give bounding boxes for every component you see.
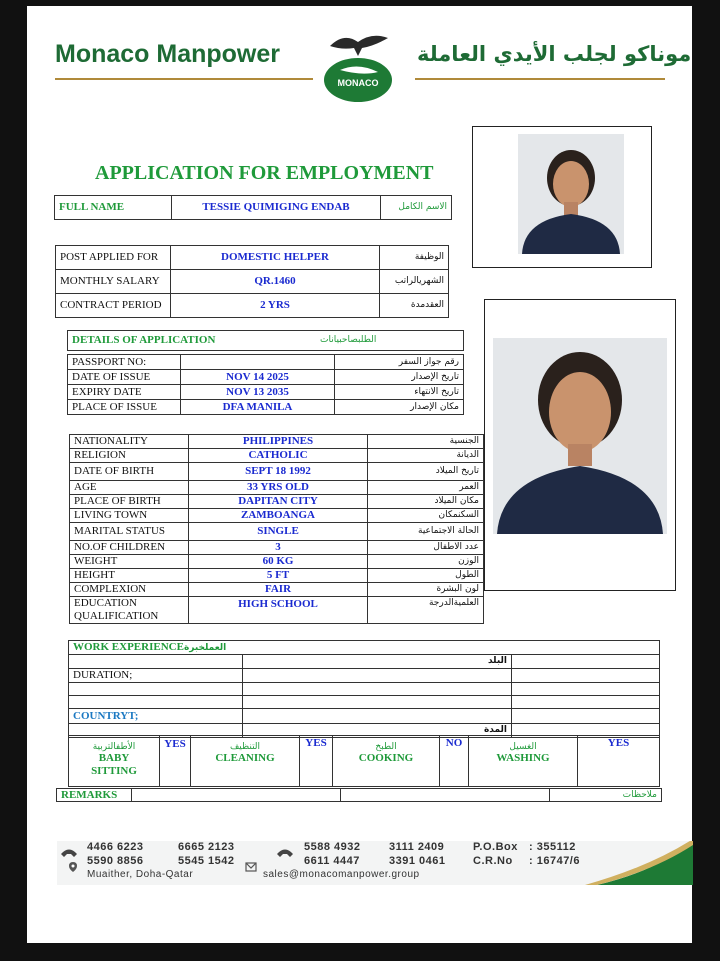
living-town-value: ZAMBOANGA (189, 509, 368, 523)
footer-phone: 6665 2123 (178, 841, 235, 853)
children-label: NO.OF CHILDREN (70, 541, 189, 555)
photo-frame-large (484, 299, 676, 591)
skill-cleaning-answer: YES (300, 736, 333, 787)
application-heading-table (67, 330, 464, 351)
post-label-ar: الوظيفة (380, 246, 449, 270)
work-row (69, 696, 660, 709)
personal-row (70, 597, 484, 624)
work-row (69, 669, 660, 683)
skill-cooking-ar: الطبخ (375, 742, 397, 752)
living-town-label-ar: السكنمكان (368, 509, 484, 523)
application-heading-ar: الطلبصاحبيانات (316, 331, 464, 351)
nationality-value: PHILIPPINES (189, 435, 368, 449)
work-heading (69, 641, 660, 655)
issue-place-label-ar: مكان الإصدار (335, 400, 464, 415)
personal-row (70, 509, 484, 523)
education-label: EDUCATION QUALIFICATION (70, 597, 189, 624)
personal-row (70, 495, 484, 509)
salary-row (56, 270, 449, 294)
work-row (69, 655, 660, 669)
personal-row (70, 569, 484, 583)
personal-row (70, 449, 484, 463)
issue-date-row (68, 370, 464, 385)
skills-table (68, 735, 660, 787)
skill-baby-sitting-ar: الأطفالتربية (92, 742, 136, 752)
complexion-label: COMPLEXION (70, 583, 189, 597)
issue-place-label: PLACE OF ISSUE (68, 400, 181, 415)
work-cell (69, 655, 243, 669)
religion-value: CATHOLIC (189, 449, 368, 463)
skill-cooking-en: COOKING (358, 752, 414, 765)
expiry-date-value: NOV 13 2035 (181, 385, 335, 400)
work-cell (243, 683, 512, 696)
passport-row (68, 355, 464, 370)
issue-date-label: DATE OF ISSUE (68, 370, 181, 385)
photo-frame-small (472, 126, 652, 268)
complexion-label-ar: لون البشرة (368, 583, 484, 597)
footer-phone: 6611 4447 (304, 855, 360, 867)
remarks-label: REMARKS (57, 789, 132, 802)
skill-cleaning-ar: التنظيف (229, 742, 261, 752)
skill-cleaning (191, 736, 300, 787)
work-heading-ar: العملخبرة (183, 643, 227, 653)
applicant-photo-large (493, 338, 667, 534)
issue-place-value: DFA MANILA (181, 400, 335, 415)
marital-status-value: SINGLE (189, 523, 368, 541)
application-sheet (27, 6, 692, 943)
footer-phone: 5590 8856 (87, 855, 144, 867)
height-label: HEIGHT (70, 569, 189, 583)
full-name-label: FULL NAME (55, 196, 172, 220)
work-heading-en: WORK EXPERIENCE (73, 641, 184, 653)
nationality-label: NATIONALITY (70, 435, 189, 449)
personal-table (69, 434, 484, 624)
personal-row (70, 555, 484, 569)
marital-status-label: MARITAL STATUS (70, 523, 189, 541)
age-label: AGE (70, 481, 189, 495)
work-cell (243, 696, 512, 709)
company-name-en: Monaco Manpower (55, 40, 281, 68)
application-heading: DETAILS OF APPLICATION (68, 331, 317, 351)
phone-icon (59, 845, 79, 859)
skill-washing-answer: YES (578, 736, 660, 787)
work-row (69, 709, 660, 724)
post-row (56, 246, 449, 270)
skill-washing-ar: الغسيل (509, 742, 537, 752)
work-experience-table (68, 640, 660, 738)
footer-pobox-label: P.O.Box (473, 841, 518, 853)
dob-value: SEPT 18 1992 (189, 463, 368, 481)
expiry-date-row (68, 385, 464, 400)
height-value: 5 FT (189, 569, 368, 583)
age-value: 33 YRS OLD (189, 481, 368, 495)
issue-date-label-ar: تاريخ الإصدار (335, 370, 464, 385)
weight-label: WEIGHT (70, 555, 189, 569)
work-cell (512, 683, 660, 696)
email-icon (245, 862, 257, 872)
skill-washing (469, 736, 578, 787)
work-row (69, 683, 660, 696)
salary-label: MONTHLY SALARY (56, 270, 171, 294)
work-cell (512, 655, 660, 669)
children-value: 3 (189, 541, 368, 555)
form-title: APPLICATION FOR EMPLOYMENT (95, 162, 434, 184)
post-table (55, 245, 449, 318)
marital-status-label-ar: الحالة الاجتماعية (368, 523, 484, 541)
work-cell (243, 709, 512, 724)
contract-label: CONTRACT PERIOD (56, 294, 171, 318)
work-country-ar: البلد (243, 655, 512, 669)
living-town-label: LIVING TOWN (70, 509, 189, 523)
salary-label-ar: الشهريالراتب (380, 270, 449, 294)
footer-phone: 5588 4932 (304, 841, 361, 853)
footer-crno-value: : 16747/6 (529, 855, 580, 867)
complexion-value: FAIR (189, 583, 368, 597)
work-heading-row (69, 641, 660, 655)
full-name-table (54, 195, 452, 220)
passport-label: PASSPORT NO: (68, 355, 181, 370)
footer-address: Muaither, Doha-Qatar (87, 869, 194, 880)
education-label-ar: العلميةالدرجة (368, 597, 484, 624)
skill-baby-sitting (69, 736, 160, 787)
skill-cleaning-en: CLEANING (215, 752, 275, 765)
full-name-value: TESSIE QUIMIGING ENDAB (172, 196, 381, 220)
birthplace-value: DAPITAN CITY (189, 495, 368, 509)
location-icon (67, 861, 79, 873)
expiry-date-label-ar: تاريخ الانتهاء (335, 385, 464, 400)
post-label: POST APPLIED FOR (56, 246, 171, 270)
height-label-ar: الطول (368, 569, 484, 583)
applicant-photo-small (518, 134, 624, 254)
work-period-ar: المدة (243, 724, 512, 738)
skill-baby-sitting-en2: SITTING (91, 764, 137, 777)
contract-row (56, 294, 449, 318)
post-value: DOMESTIC HELPER (171, 246, 380, 270)
applicant-photo-large-image (493, 338, 667, 534)
dob-label-ar: تاريخ الميلاد (368, 463, 484, 481)
applicant-photo-small-image (518, 134, 624, 254)
footer-crno-label: C.R.No (473, 855, 513, 867)
passport-value (181, 355, 335, 370)
full-name-label-ar: الاسم الكامل (381, 196, 452, 220)
footer-phone: 3391 0461 (389, 855, 446, 867)
children-label-ar: عدد الاطفال (368, 541, 484, 555)
footer-phone: 3111 2409 (389, 841, 445, 853)
personal-row (70, 435, 484, 449)
salary-value: QR.1460 (171, 270, 380, 294)
footer-phone: 4466 6223 (87, 841, 144, 853)
work-cell (69, 696, 243, 709)
contract-value: 2 YRS (171, 294, 380, 318)
work-cell (69, 683, 243, 696)
nationality-label-ar: الجنسية (368, 435, 484, 449)
footer-email[interactable]: sales@monacomanpower.group (263, 869, 420, 880)
personal-row (70, 463, 484, 481)
work-cell (243, 669, 512, 683)
personal-row (70, 541, 484, 555)
duration-label: DURATION; (69, 669, 243, 683)
skills-row (69, 736, 660, 787)
remarks-label-ar: ملاحظات (550, 789, 662, 802)
age-label-ar: العمر (368, 481, 484, 495)
issue-place-row (68, 400, 464, 415)
skill-washing-en: WASHING (496, 752, 550, 765)
religion-label: RELIGION (70, 449, 189, 463)
remarks-table (56, 788, 662, 802)
country-label: COUNTRYT; (69, 709, 243, 724)
application-table (67, 354, 464, 415)
skill-cooking-answer: NO (440, 736, 469, 787)
company-logo (310, 26, 406, 106)
skill-cooking (333, 736, 440, 787)
remarks-row (57, 789, 662, 802)
dob-label: DATE OF BIRTH (70, 463, 189, 481)
skill-baby-sitting-en1: BABY (98, 752, 130, 765)
company-name-ar: موناكو لجلب الأيدي العاملة (417, 42, 692, 66)
skill-baby-sitting-answer: YES (160, 736, 191, 787)
expiry-date-label: EXPIRY DATE (68, 385, 181, 400)
education-value: HIGH SCHOOL (189, 597, 368, 624)
work-cell (512, 669, 660, 683)
issue-date-value: NOV 14 2025 (181, 370, 335, 385)
header-rule-left (55, 78, 313, 80)
birthplace-label-ar: مكان الميلاد (368, 495, 484, 509)
personal-row (70, 481, 484, 495)
work-cell (512, 709, 660, 724)
passport-label-ar: رقم جواز السفر (335, 355, 464, 370)
contract-label-ar: العقدمدة (380, 294, 449, 318)
phone-icon (275, 845, 295, 859)
work-cell (512, 696, 660, 709)
weight-label-ar: الوزن (368, 555, 484, 569)
footer-pobox-value: : 355112 (529, 841, 576, 853)
footer-phone: 5545 1542 (178, 855, 235, 867)
remarks-cell (132, 789, 341, 802)
personal-row (70, 523, 484, 541)
birthplace-label: PLACE OF BIRTH (70, 495, 189, 509)
remarks-cell (341, 789, 550, 802)
header-rule-right (415, 78, 665, 80)
logo-text: MONACO (337, 78, 379, 88)
personal-row (70, 583, 484, 597)
weight-value: 60 KG (189, 555, 368, 569)
religion-label-ar: الديانة (368, 449, 484, 463)
